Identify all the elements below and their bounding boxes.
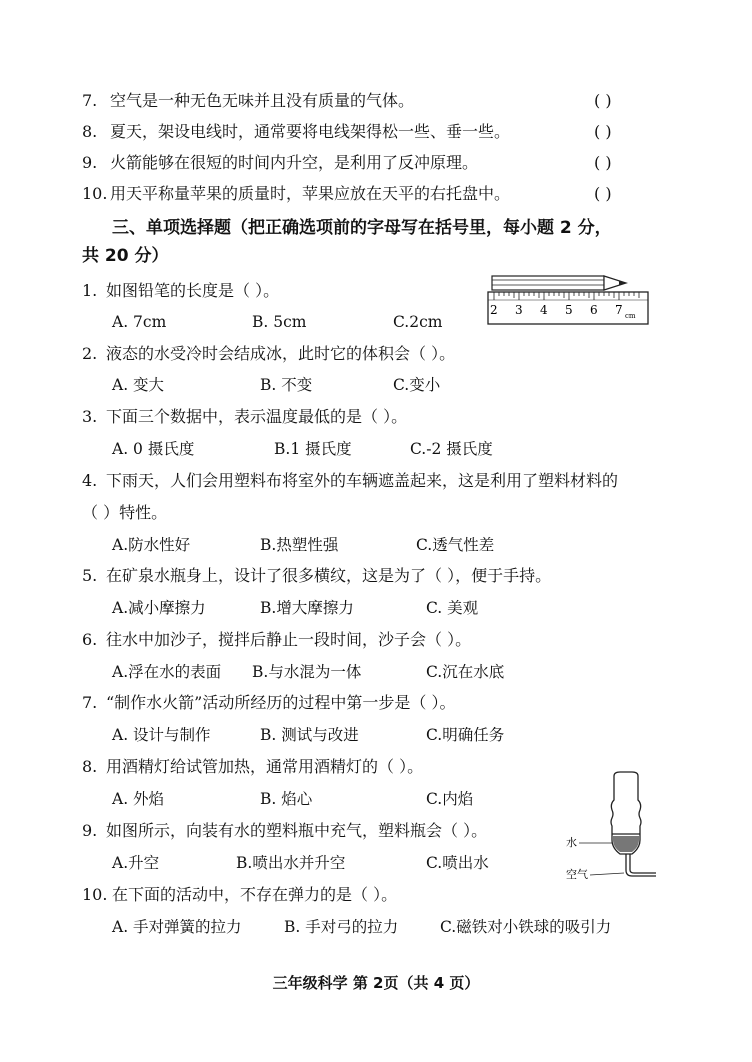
section-heading: [82, 214, 672, 270]
option-b[interactable]: B.热塑性强: [260, 536, 339, 554]
option-c[interactable]: C.明确任务: [426, 726, 505, 744]
option-b[interactable]: B. 焰心: [260, 790, 313, 808]
option-b[interactable]: B.喷出水并升空: [236, 854, 346, 872]
question-3: [82, 406, 407, 428]
answer-blank[interactable]: ( ): [594, 184, 612, 203]
judge-item-10: [82, 183, 510, 205]
judge-num: 9.: [82, 153, 98, 172]
section-heading-line1: 三、单项选择题（把正确选项前的字母写在括号里，每小题 2 分，: [112, 218, 612, 238]
judge-text: 用天平称量苹果的质量时，苹果应放在天平的右托盘中。: [110, 184, 511, 203]
question-num: 6.: [82, 630, 98, 649]
judge-item-7: [82, 90, 414, 112]
option-a[interactable]: A. 7cm: [112, 313, 167, 331]
option-b[interactable]: B.增大摩擦力: [260, 599, 354, 617]
question-2: [82, 343, 455, 365]
question-text: 如图所示，向装有水的塑料瓶中充气，塑料瓶会（ ）。: [106, 821, 488, 840]
ruler-tick-label: 4: [540, 303, 548, 317]
ruler-icon: [488, 292, 648, 324]
option-b[interactable]: B.1 摄氏度: [274, 440, 352, 458]
ruler-tick-label: 3: [515, 303, 523, 317]
option-b[interactable]: B. 测试与改进: [260, 726, 359, 744]
question-text: “制作水火箭”活动所经历的过程中第一步是（ ）。: [106, 693, 456, 712]
option-c[interactable]: C. 美观: [426, 599, 479, 617]
ruler-unit-label: cm: [625, 312, 636, 320]
question-text: 液态的水受冷时会结成冰，此时它的体积会（ ）。: [106, 344, 456, 363]
option-a[interactable]: A.减小摩擦力: [112, 599, 206, 617]
question-5: [82, 565, 551, 587]
question-7: [82, 692, 455, 714]
option-b[interactable]: B. 5cm: [252, 313, 307, 331]
judge-item-9: [82, 152, 478, 174]
page-footer: 三年级科学 第 2页（共 4 页）: [272, 974, 480, 992]
answer-blank[interactable]: ( ): [594, 91, 612, 110]
pencil-icon: [492, 276, 626, 290]
question-1: [82, 280, 279, 302]
option-a[interactable]: A. 0 摄氏度: [112, 440, 195, 458]
question-text: 如图铅笔的长度是（ ）。: [106, 281, 280, 300]
option-c[interactable]: C.沉在水底: [426, 663, 505, 681]
option-a[interactable]: A.升空: [112, 854, 160, 872]
option-c[interactable]: C.磁铁对小铁球的吸引力: [440, 918, 612, 936]
question-num: 5.: [82, 566, 98, 585]
question-num: 4.: [82, 471, 98, 490]
question-4-continued: （ ）特性。: [82, 503, 168, 522]
question-num: 9.: [82, 821, 98, 840]
water-bottle-figure: [566, 770, 666, 886]
air-label: 空气: [566, 868, 588, 881]
pencil-ruler-figure: [486, 272, 652, 328]
question-text: 在下面的活动中，不存在弹力的是（ ）。: [112, 885, 398, 904]
judge-text: 空气是一种无色无味并且没有质量的气体。: [110, 91, 415, 110]
judge-num: 10.: [82, 184, 108, 203]
ruler-tick-label: 5: [565, 303, 573, 317]
ruler-tick-label: 7: [615, 303, 623, 317]
question-num: 1.: [82, 281, 98, 300]
option-c[interactable]: C.2cm: [393, 313, 443, 331]
question-num: 7.: [82, 693, 98, 712]
answer-blank[interactable]: ( ): [594, 122, 612, 141]
question-10: [82, 884, 397, 906]
option-c[interactable]: C.变小: [393, 376, 441, 394]
ruler-tick-label: 2: [490, 303, 498, 317]
question-num: 2.: [82, 344, 98, 363]
answer-blank[interactable]: ( ): [594, 153, 612, 172]
option-a[interactable]: A.防水性好: [112, 536, 191, 554]
judge-item-8: [82, 121, 510, 143]
question-num: 8.: [82, 757, 98, 776]
option-c[interactable]: C.内焰: [426, 790, 474, 808]
judge-num: 8.: [82, 122, 98, 141]
question-8: [82, 756, 423, 778]
option-b[interactable]: B. 不变: [260, 376, 313, 394]
option-b[interactable]: B.与水混为一体: [252, 663, 362, 681]
question-text: 往水中加沙子，搅拌后静止一段时间，沙子会（ ）。: [106, 630, 472, 649]
question-9: [82, 820, 487, 842]
question-text: 下雨天，人们会用塑料布将室外的车辆遮盖起来，这是利用了塑料材料的: [106, 471, 619, 490]
option-c[interactable]: C.透气性差: [416, 536, 495, 554]
question-4: [82, 470, 618, 492]
option-a[interactable]: A.浮在水的表面: [112, 663, 222, 681]
question-num: 10.: [82, 885, 108, 904]
option-a[interactable]: A. 设计与制作: [112, 726, 211, 744]
water-label: 水: [566, 836, 577, 849]
section-heading-line2: 共 20 分）: [82, 246, 169, 266]
question-num: 3.: [82, 407, 98, 426]
question-text: 在矿泉水瓶身上，设计了很多横纹，这是为了（ ），便于手持。: [106, 566, 552, 585]
option-a[interactable]: A. 变大: [112, 376, 165, 394]
question-text: 下面三个数据中，表示温度最低的是（ ）。: [106, 407, 408, 426]
judge-num: 7.: [82, 91, 98, 110]
ruler-tick-label: 6: [590, 303, 598, 317]
option-c[interactable]: C.-2 摄氏度: [410, 440, 493, 458]
question-6: [82, 629, 471, 651]
judge-text: 火箭能够在很短的时间内升空，是利用了反冲原理。: [110, 153, 479, 172]
option-c[interactable]: C.喷出水: [426, 854, 489, 872]
option-a[interactable]: A. 手对弹簧的拉力: [112, 918, 242, 936]
bottle-icon: [611, 772, 656, 876]
water-fill: [613, 836, 639, 852]
question-text: 用酒精灯给试管加热，通常用酒精灯的（ ）。: [106, 757, 424, 776]
option-a[interactable]: A. 外焰: [112, 790, 165, 808]
air-label-leader: [590, 873, 624, 875]
judge-text: 夏天，架设电线时，通常要将电线架得松一些、垂一些。: [110, 122, 511, 141]
option-b[interactable]: B. 手对弓的拉力: [284, 918, 399, 936]
